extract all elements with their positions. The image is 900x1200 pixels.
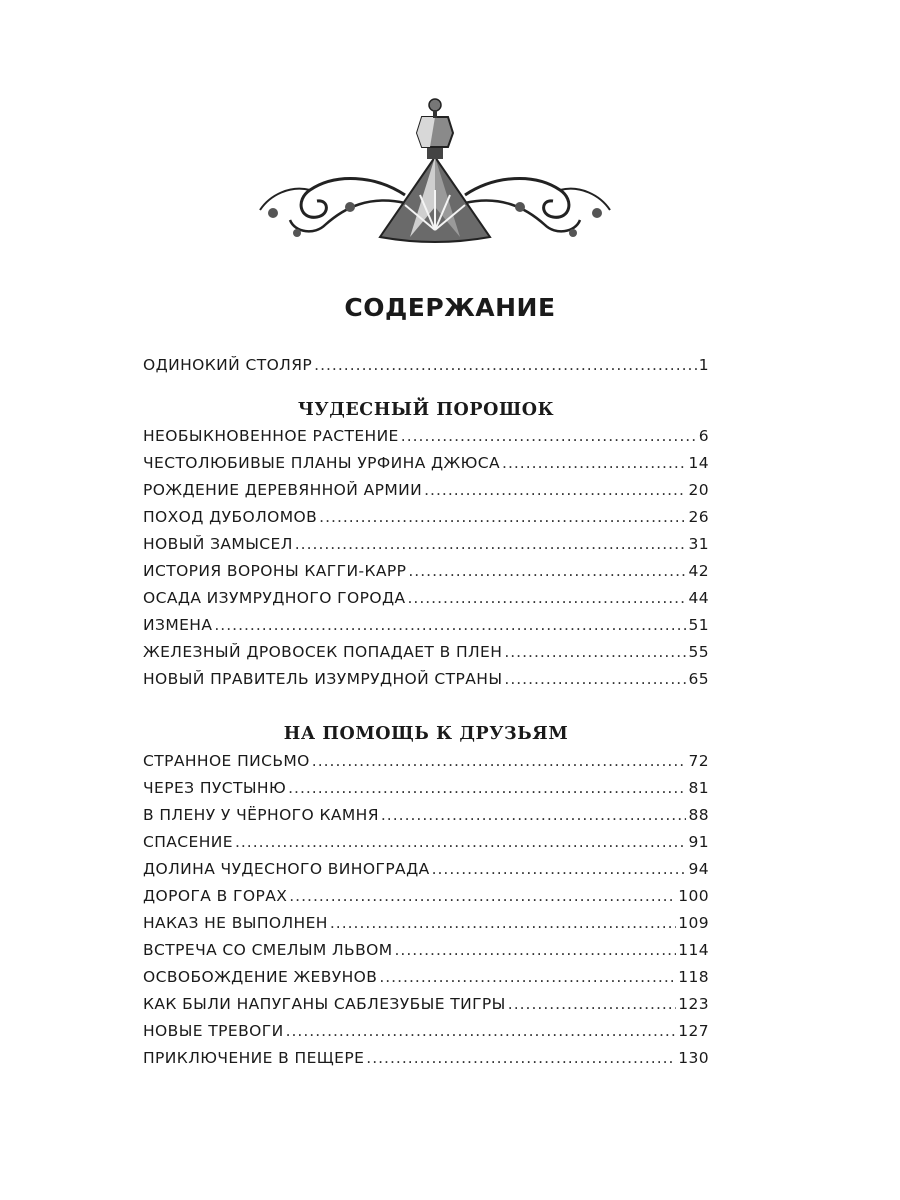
toc-entry-page: 94: [688, 860, 709, 878]
toc-entry-intro[interactable]: [143, 356, 709, 383]
toc-entry[interactable]: [143, 887, 709, 914]
toc-entry[interactable]: [143, 616, 709, 643]
section-heading-2: НА ПОМОЩЬ К ДРУЗЬЯМ: [283, 724, 569, 744]
section-heading-1: ЧУДЕСНЫЙ ПОРОШОК: [297, 400, 555, 420]
toc-entry[interactable]: [143, 427, 709, 454]
toc-entry-title: НЕОБЫКНОВЕННОЕ РАСТЕНИЕ: [143, 427, 399, 445]
leader-dots: [379, 968, 676, 986]
leader-dots: [407, 589, 686, 607]
toc-entry[interactable]: [143, 508, 709, 535]
toc-entry-page: 114: [678, 941, 709, 959]
toc-entry-title: ИСТОРИЯ ВОРОНЫ КАГГИ-КАРР: [143, 562, 407, 580]
toc-entry[interactable]: [143, 806, 709, 833]
toc-entry-page: 130: [678, 1049, 709, 1067]
toc-entry-page: 88: [688, 806, 709, 824]
toc-entry-page: 14: [688, 454, 709, 472]
toc-entry-title: ВСТРЕЧА СО СМЕЛЫМ ЛЬВОМ: [143, 941, 393, 959]
leader-dots: [214, 616, 686, 634]
leader-dots: [401, 427, 697, 445]
toc-entry-title: ПРИКЛЮЧЕНИЕ В ПЕЩЕРЕ: [143, 1049, 365, 1067]
toc-entry-title: СПАСЕНИЕ: [143, 833, 233, 851]
toc-entry-title: В ПЛЕНУ У ЧЁРНОГО КАМНЯ: [143, 806, 379, 824]
emerald-crown-ornament: [255, 95, 615, 255]
table-of-contents: [143, 356, 709, 1076]
toc-entry[interactable]: [143, 968, 709, 995]
leader-dots: [395, 941, 677, 959]
toc-entry-title: ЧЕРЕЗ ПУСТЫНЮ: [143, 779, 287, 797]
toc-entry-title: ПОХОД ДУБОЛОМОВ: [143, 508, 318, 526]
toc-entry-page: 91: [688, 833, 709, 851]
toc-entry[interactable]: [143, 941, 709, 968]
leader-dots: [289, 887, 676, 905]
toc-entry-page: 51: [688, 616, 709, 634]
toc-entry[interactable]: [143, 1049, 709, 1076]
toc-entry-title: ИЗМЕНА: [143, 616, 213, 634]
leader-dots: [424, 481, 686, 499]
toc-entry-title: НОВЫЕ ТРЕВОГИ: [143, 1022, 284, 1040]
toc-entry-title: ЖЕЛЕЗНЫЙ ДРОВОСЕК ПОПАДАЕТ В ПЛЕН: [143, 643, 503, 661]
toc-entry-page: 42: [688, 562, 709, 580]
leader-dots: [502, 454, 686, 472]
toc-entry-title: ДОРОГА В ГОРАХ: [143, 887, 288, 905]
toc-entry-page: 44: [688, 589, 709, 607]
toc-entry[interactable]: [143, 562, 709, 589]
toc-entry-page: 1: [698, 356, 709, 374]
toc-entry[interactable]: [143, 914, 709, 941]
toc-entry-page: 26: [688, 508, 709, 526]
toc-entry[interactable]: [143, 589, 709, 616]
toc-entry[interactable]: [143, 535, 709, 562]
toc-entry-title: КАК БЫЛИ НАПУГАНЫ САБЛЕЗУБЫЕ ТИГРЫ: [143, 995, 506, 1013]
toc-entry[interactable]: [143, 454, 709, 481]
leader-dots: [295, 535, 687, 553]
leader-dots: [504, 643, 686, 661]
toc-entry-title: НАКАЗ НЕ ВЫПОЛНЕН: [143, 914, 328, 932]
toc-entry-title: ОСВОБОЖДЕНИЕ ЖЕВУНОВ: [143, 968, 378, 986]
leader-dots: [288, 779, 686, 797]
toc-entry-title: НОВЫЙ ЗАМЫСЕЛ: [143, 535, 293, 553]
toc-entry[interactable]: [143, 481, 709, 508]
toc-entry-title: РОЖДЕНИЕ ДЕРЕВЯННОЙ АРМИИ: [143, 481, 423, 499]
leader-dots: [508, 995, 676, 1013]
toc-entry-page: 55: [688, 643, 709, 661]
toc-entry[interactable]: [143, 643, 709, 670]
toc-entry[interactable]: [143, 670, 709, 697]
toc-entry-page: 72: [688, 752, 709, 770]
toc-entry-title: ОДИНОКИЙ СТОЛЯР: [143, 356, 313, 374]
leader-dots: [366, 1049, 676, 1067]
leader-dots: [330, 914, 676, 932]
toc-entry-page: 6: [698, 427, 709, 445]
toc-entry[interactable]: [143, 1022, 709, 1049]
toc-entry-title: ЧЕСТОЛЮБИВЫЕ ПЛАНЫ УРФИНА ДЖЮСА: [143, 454, 501, 472]
toc-entry-page: 118: [678, 968, 709, 986]
toc-entry-page: 123: [678, 995, 709, 1013]
toc-entry-page: 31: [688, 535, 709, 553]
toc-entry[interactable]: [143, 995, 709, 1022]
leader-dots: [312, 752, 687, 770]
toc-entry[interactable]: [143, 833, 709, 860]
leader-dots: [408, 562, 686, 580]
toc-entry-page: 81: [688, 779, 709, 797]
leader-dots: [319, 508, 686, 526]
toc-entry[interactable]: [143, 752, 709, 779]
leader-dots: [235, 833, 687, 851]
toc-entry-page: 65: [688, 670, 709, 688]
leader-dots: [504, 670, 686, 688]
toc-entry-title: НОВЫЙ ПРАВИТЕЛЬ ИЗУМРУДНОЙ СТРАНЫ: [143, 670, 503, 688]
toc-entry[interactable]: [143, 779, 709, 806]
toc-entry-page: 109: [678, 914, 709, 932]
toc-entry-page: 127: [678, 1022, 709, 1040]
page-title: СОДЕРЖАНИЕ: [344, 293, 556, 322]
toc-entry-title: СТРАННОЕ ПИСЬМО: [143, 752, 310, 770]
leader-dots: [286, 1022, 677, 1040]
leader-dots: [314, 356, 697, 374]
toc-entry-title: ОСАДА ИЗУМРУДНОГО ГОРОДА: [143, 589, 406, 607]
toc-entry-page: 20: [688, 481, 709, 499]
leader-dots: [432, 860, 687, 878]
leader-dots: [381, 806, 687, 824]
toc-entry-title: ДОЛИНА ЧУДЕСНОГО ВИНОГРАДА: [143, 860, 430, 878]
toc-entry[interactable]: [143, 860, 709, 887]
toc-entry-page: 100: [678, 887, 709, 905]
